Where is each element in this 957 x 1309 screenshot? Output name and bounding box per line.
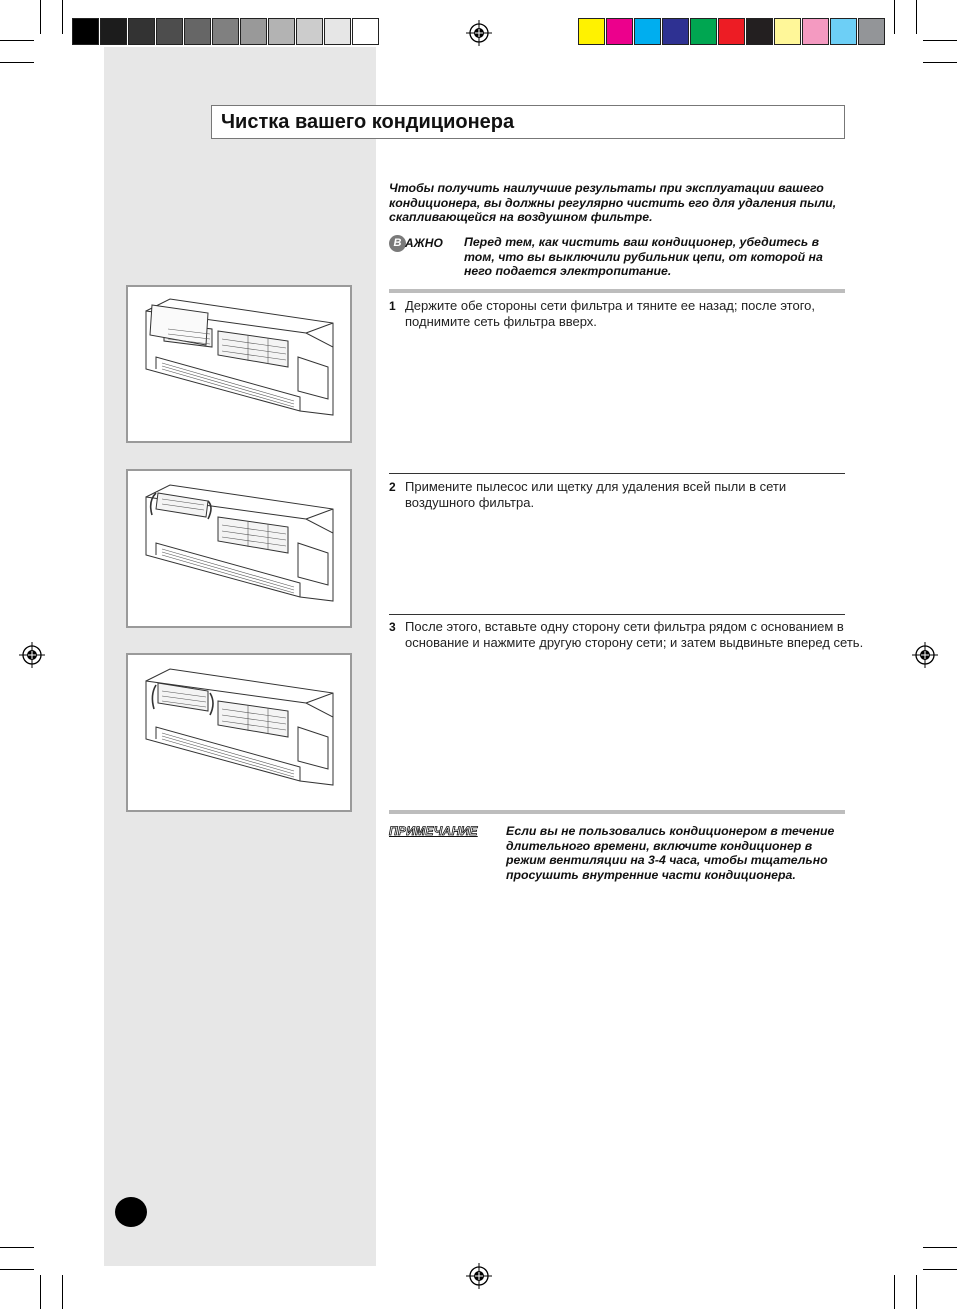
color-swatch xyxy=(324,18,351,45)
color-swatch xyxy=(100,18,127,45)
color-swatch xyxy=(212,18,239,45)
important-initial: В xyxy=(389,235,406,252)
color-swatch xyxy=(830,18,857,45)
intro-paragraph: Чтобы получить наилучшие результаты при эксплуатации вашего кондиционера, вы должны регулярно чистить его для удаления пыли, скапливающейся на воздушном фильтре. xyxy=(389,181,837,224)
crop-mark xyxy=(0,62,34,63)
color-swatch xyxy=(662,18,689,45)
page-title: Чистка вашего кондиционера xyxy=(221,111,515,133)
registration-target-icon xyxy=(466,20,492,46)
color-swatch xyxy=(746,18,773,45)
crop-mark xyxy=(894,0,895,34)
color-swatch xyxy=(690,18,717,45)
page-title-box xyxy=(211,105,845,139)
crop-mark xyxy=(62,1275,63,1309)
air-conditioner-filter-lifted-icon xyxy=(128,287,350,441)
step-1-number: 1 xyxy=(389,299,396,313)
crop-mark xyxy=(916,1275,917,1309)
color-swatch xyxy=(184,18,211,45)
air-conditioner-filter-insert-icon xyxy=(128,655,350,810)
registration-target-icon xyxy=(19,642,45,668)
color-swatch xyxy=(296,18,323,45)
air-conditioner-filter-pull-icon xyxy=(128,471,350,626)
color-swatch xyxy=(718,18,745,45)
step-3-text: После этого, вставьте одну сторону сети фильтра рядом с основанием в основание и нажмите другую сторону сети; и затем выдвиньте вперед сеть. xyxy=(405,619,864,650)
color-swatch xyxy=(774,18,801,45)
color-swatch xyxy=(858,18,885,45)
crop-mark xyxy=(916,0,917,34)
color-swatch xyxy=(240,18,267,45)
color-swatch xyxy=(606,18,633,45)
crop-mark xyxy=(923,1247,957,1248)
registration-target-icon xyxy=(466,1263,492,1289)
color-swatch xyxy=(128,18,155,45)
color-swatch xyxy=(156,18,183,45)
color-swatch xyxy=(578,18,605,45)
step-divider xyxy=(389,473,845,474)
step-2-number: 2 xyxy=(389,480,396,494)
step-3-number: 3 xyxy=(389,620,396,634)
color-swatch xyxy=(72,18,99,45)
note-text: Если вы не пользовались кондиционером в течение длительного времени, включите кондиционер в режим вентиляции на 3-4 часа, чтобы тщательно просушить внутренние части кондиционера. xyxy=(506,824,835,882)
step-1-illustration xyxy=(126,285,352,443)
crop-mark xyxy=(40,0,41,34)
page-number-marker xyxy=(115,1197,147,1227)
crop-mark xyxy=(0,40,34,41)
step-divider xyxy=(389,614,845,615)
step-2-illustration xyxy=(126,469,352,628)
step-1-text: Держите обе стороны сети фильтра и тяните ее назад; после этого, поднимите сеть фильтра вверх. xyxy=(405,298,816,329)
step-2-text: Примените пылесос или щетку для удаления всей пыли в сети воздушного фильтра. xyxy=(405,479,787,510)
crop-mark xyxy=(40,1275,41,1309)
important-text: Перед тем, как чистить ваш кондиционер, убедитесь в том, что вы выключили рубильник цепи, от которой на него подается электропитание. xyxy=(464,235,823,278)
important-label-text: АЖНО xyxy=(405,236,443,250)
color-swatch xyxy=(634,18,661,45)
important-label xyxy=(389,235,453,253)
step-3-illustration xyxy=(126,653,352,812)
color-swatch xyxy=(802,18,829,45)
color-swatch xyxy=(268,18,295,45)
crop-mark xyxy=(62,0,63,34)
crop-mark xyxy=(923,1269,957,1270)
crop-mark xyxy=(923,62,957,63)
registration-target-icon xyxy=(912,642,938,668)
note-label: ПРИМЕЧАНИЕ xyxy=(389,824,478,838)
crop-mark xyxy=(0,1247,34,1248)
section-divider xyxy=(389,289,845,293)
section-divider xyxy=(389,810,845,814)
crop-mark xyxy=(923,40,957,41)
crop-mark xyxy=(894,1275,895,1309)
crop-mark xyxy=(0,1269,34,1270)
color-swatch xyxy=(352,18,379,45)
